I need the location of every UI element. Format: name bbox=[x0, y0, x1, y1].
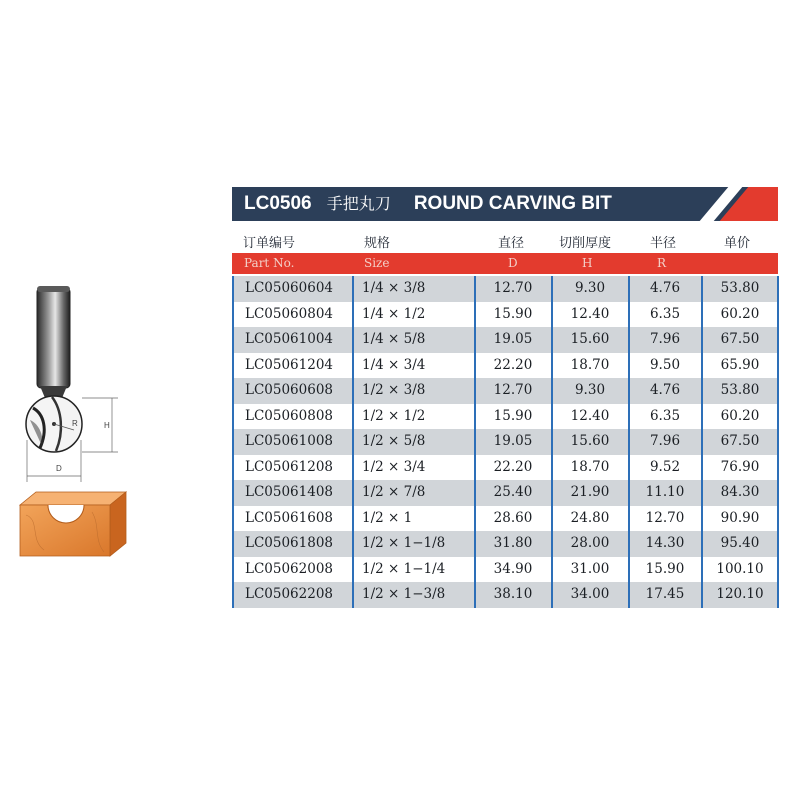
height-cell: 12.40 bbox=[570, 407, 610, 424]
size-cell: 1/2 × 1/2 bbox=[362, 407, 426, 424]
size-cell: 1/2 × 7/8 bbox=[362, 484, 426, 500]
diameter-label: D bbox=[56, 464, 62, 473]
size-cell: 1/2 × 1−1/4 bbox=[362, 560, 446, 577]
price-cell: 76.90 bbox=[720, 458, 760, 475]
price-cell: 67.50 bbox=[720, 433, 760, 449]
radius-cell: 4.76 bbox=[649, 280, 681, 296]
table-row bbox=[233, 506, 777, 532]
size-cell: 1/4 × 1/2 bbox=[362, 305, 426, 322]
chinese-header-row bbox=[232, 229, 778, 251]
column-divider bbox=[474, 276, 476, 608]
column-divider bbox=[232, 276, 234, 608]
table-row bbox=[233, 276, 777, 302]
column-divider bbox=[701, 276, 703, 608]
header-r: R bbox=[657, 256, 667, 270]
part-number-cell: LC05062208 bbox=[245, 586, 334, 602]
part-number-cell: LC05061808 bbox=[245, 535, 334, 551]
part-number-cell: LC05060808 bbox=[245, 407, 334, 424]
price-cell: 60.20 bbox=[720, 305, 760, 322]
size-cell: 1/4 × 3/4 bbox=[362, 356, 426, 373]
spec-table bbox=[233, 276, 777, 608]
price-cell: 100.10 bbox=[716, 560, 764, 577]
radius-cell: 7.96 bbox=[649, 331, 681, 347]
header-size: Size bbox=[364, 256, 390, 270]
table-row bbox=[233, 429, 777, 455]
column-divider bbox=[628, 276, 630, 608]
product-title bbox=[244, 187, 612, 221]
header-cn-radius: 半径 bbox=[650, 236, 677, 251]
radius-cell: 14.30 bbox=[645, 535, 685, 551]
part-number-cell: LC05061408 bbox=[245, 484, 334, 500]
table-row bbox=[233, 557, 777, 583]
diameter-cell: 22.20 bbox=[493, 458, 533, 475]
radius-label: R bbox=[72, 419, 78, 428]
height-cell: 34.00 bbox=[570, 586, 610, 602]
radius-cell: 11.10 bbox=[645, 484, 685, 500]
table-row bbox=[233, 480, 777, 506]
product-name-english: ROUND CARVING BIT bbox=[413, 193, 612, 214]
price-cell: 53.80 bbox=[720, 280, 760, 296]
header-d: D bbox=[508, 256, 518, 270]
column-divider bbox=[352, 276, 354, 608]
header-cn-size: 规格 bbox=[364, 236, 391, 251]
size-cell: 1/4 × 5/8 bbox=[362, 331, 426, 347]
radius-cell: 9.52 bbox=[649, 458, 681, 475]
height-cell: 31.00 bbox=[570, 560, 610, 577]
radius-cell: 12.70 bbox=[645, 509, 685, 526]
diameter-cell: 34.90 bbox=[493, 560, 533, 577]
price-cell: 120.10 bbox=[716, 586, 764, 602]
price-cell: 53.80 bbox=[720, 382, 760, 398]
price-cell: 95.40 bbox=[720, 535, 760, 551]
diameter-cell: 38.10 bbox=[493, 586, 533, 602]
diameter-cell: 12.70 bbox=[493, 280, 533, 296]
radius-cell: 7.96 bbox=[649, 433, 681, 449]
price-cell: 60.20 bbox=[720, 407, 760, 424]
price-cell: 67.50 bbox=[720, 331, 760, 347]
product-code: LC0506 bbox=[244, 193, 312, 214]
height-cell: 18.70 bbox=[570, 458, 610, 475]
diameter-cell: 31.80 bbox=[493, 535, 533, 551]
header-cn-part-no: 订单编号 bbox=[243, 236, 296, 251]
height-cell: 28.00 bbox=[570, 535, 610, 551]
table-row bbox=[233, 582, 777, 608]
table-row bbox=[233, 327, 777, 353]
header-h: H bbox=[582, 256, 593, 270]
header-cn-price: 单价 bbox=[724, 236, 751, 251]
title-bar bbox=[232, 187, 778, 221]
height-cell: 12.40 bbox=[570, 305, 610, 322]
size-cell: 1/2 × 1 bbox=[362, 509, 413, 526]
part-number-cell: LC05061608 bbox=[245, 509, 334, 526]
height-cell: 9.30 bbox=[574, 382, 606, 398]
diameter-cell: 25.40 bbox=[493, 484, 533, 500]
diameter-cell: 12.70 bbox=[493, 382, 533, 398]
diameter-cell: 22.20 bbox=[493, 356, 533, 373]
column-divider bbox=[777, 276, 779, 608]
price-cell: 90.90 bbox=[720, 509, 760, 526]
diameter-cell: 15.90 bbox=[493, 305, 533, 322]
part-number-cell: LC05061004 bbox=[245, 331, 334, 347]
part-number-cell: LC05060608 bbox=[245, 382, 334, 398]
height-cell: 15.60 bbox=[570, 331, 610, 347]
table-row bbox=[233, 455, 777, 481]
radius-cell: 9.50 bbox=[649, 356, 681, 373]
header-cn-thickness: 切削厚度 bbox=[559, 236, 612, 251]
size-cell: 1/4 × 3/8 bbox=[362, 280, 426, 296]
diameter-cell: 28.60 bbox=[493, 509, 533, 526]
diameter-cell: 15.90 bbox=[493, 407, 533, 424]
header-cn-diameter: 直径 bbox=[498, 236, 525, 251]
size-cell: 1/2 × 1−3/8 bbox=[362, 586, 446, 602]
header-part-no: Part No. bbox=[244, 256, 295, 270]
height-cell: 24.80 bbox=[570, 509, 610, 526]
table-row bbox=[233, 378, 777, 404]
radius-cell: 6.35 bbox=[649, 407, 681, 424]
diameter-cell: 19.05 bbox=[493, 331, 533, 347]
price-cell: 65.90 bbox=[720, 356, 760, 373]
column-divider bbox=[551, 276, 553, 608]
table-row bbox=[233, 404, 777, 430]
part-number-cell: LC05061208 bbox=[245, 458, 334, 475]
part-number-cell: LC05060604 bbox=[245, 280, 334, 296]
table-row bbox=[233, 531, 777, 557]
product-name-chinese: 手把丸刀 bbox=[326, 194, 391, 213]
diameter-cell: 19.05 bbox=[493, 433, 533, 449]
size-cell: 1/2 × 3/4 bbox=[362, 458, 426, 475]
price-cell: 84.30 bbox=[720, 484, 760, 500]
radius-cell: 15.90 bbox=[645, 560, 685, 577]
english-header-row bbox=[232, 253, 778, 274]
height-cell: 9.30 bbox=[574, 280, 606, 296]
radius-cell: 4.76 bbox=[649, 382, 681, 398]
table-row bbox=[233, 302, 777, 328]
product-illustration bbox=[0, 0, 220, 800]
part-number-cell: LC05061204 bbox=[245, 356, 334, 373]
height-cell: 15.60 bbox=[570, 433, 610, 449]
radius-cell: 6.35 bbox=[649, 305, 681, 322]
height-cell: 18.70 bbox=[570, 356, 610, 373]
part-number-cell: LC05062008 bbox=[245, 560, 334, 577]
height-cell: 21.90 bbox=[570, 484, 610, 500]
table-row bbox=[233, 353, 777, 379]
height-label: H bbox=[104, 421, 110, 430]
part-number-cell: LC05060804 bbox=[245, 305, 334, 322]
router-bit-drawing bbox=[0, 0, 220, 800]
size-cell: 1/2 × 5/8 bbox=[362, 433, 426, 449]
part-number-cell: LC05061008 bbox=[245, 433, 334, 449]
radius-cell: 17.45 bbox=[645, 586, 685, 602]
size-cell: 1/2 × 1−1/8 bbox=[362, 535, 446, 551]
size-cell: 1/2 × 3/8 bbox=[362, 382, 426, 398]
